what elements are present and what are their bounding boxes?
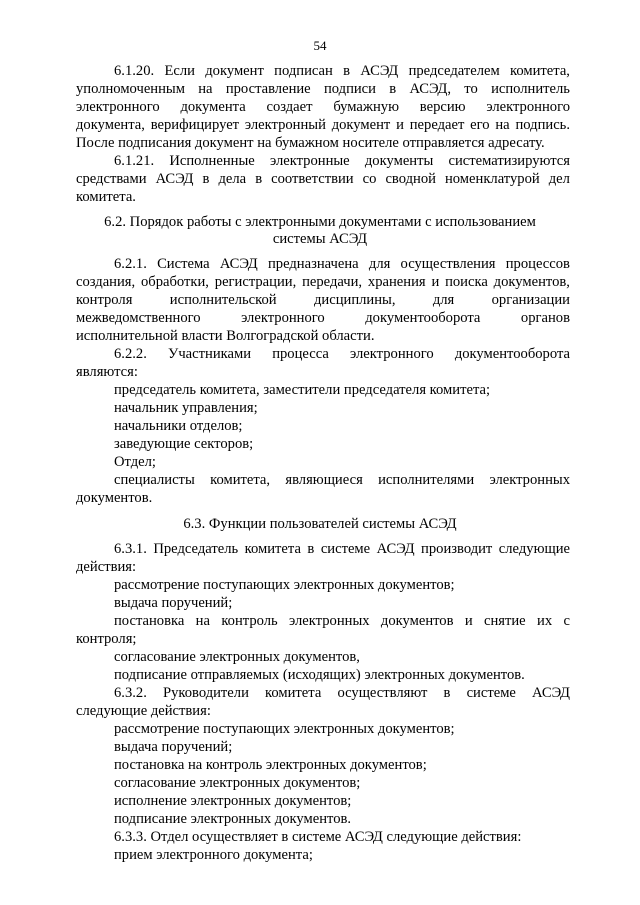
word: в	[343, 63, 351, 79]
word: Председатель	[153, 541, 239, 557]
word: передает	[409, 117, 465, 133]
word: со	[362, 171, 377, 187]
word: АСЭД,	[409, 81, 452, 97]
text-line: контроля;	[76, 631, 137, 647]
word: контроля	[76, 292, 133, 308]
word: процессов	[505, 256, 570, 272]
word: в	[202, 171, 210, 187]
text-line	[76, 116, 570, 135]
word: на	[195, 613, 210, 629]
text-line	[114, 684, 570, 703]
text-line	[114, 152, 570, 171]
word: документа,	[76, 117, 145, 133]
text-line: Отдел;	[114, 454, 156, 470]
word: Система	[157, 256, 210, 272]
word: следующие	[498, 541, 570, 557]
word: 6.1.20.	[114, 63, 155, 79]
word: в	[307, 541, 315, 557]
text-line: исполнительной власти Волгоградской области.	[76, 328, 375, 344]
word: 6.2.2.	[114, 346, 147, 362]
word: Руководители	[162, 685, 249, 701]
word: системе	[466, 685, 516, 701]
word: версию	[419, 99, 466, 115]
word: документ	[331, 117, 391, 133]
word: создания,	[76, 274, 136, 290]
text-line: начальник управления;	[114, 400, 258, 416]
word: исполнителями	[378, 472, 475, 488]
word: в	[443, 685, 451, 701]
word: электронного	[486, 99, 570, 115]
word: подпись.	[515, 117, 570, 133]
word: контроль	[221, 613, 278, 629]
word: верифицирует	[150, 117, 240, 133]
text-line	[114, 255, 570, 274]
word: электронного	[76, 99, 160, 115]
word: являющиеся	[285, 472, 363, 488]
word: поиска	[445, 274, 488, 290]
text-line: действия:	[76, 559, 137, 575]
word: создает	[266, 99, 313, 115]
word: в	[389, 81, 397, 97]
word: документ	[205, 63, 264, 79]
text-line: подписание электронных документов.	[114, 811, 352, 827]
word: дел	[548, 171, 570, 187]
word: номенклатурой	[444, 171, 540, 187]
word: межведомственного	[76, 310, 201, 326]
text-line	[114, 471, 570, 490]
word: и	[464, 613, 473, 629]
word: органов	[520, 310, 570, 326]
word: 6.3.1.	[114, 541, 147, 557]
word: проставление	[225, 81, 311, 97]
text-line: являются:	[76, 364, 138, 380]
word: Если	[164, 63, 195, 79]
word: то	[464, 81, 478, 97]
word: регистрации,	[214, 274, 297, 290]
word: электронный	[244, 117, 326, 133]
text-line: комитета.	[76, 189, 136, 205]
word: осуществления	[400, 256, 496, 272]
word: для	[368, 256, 391, 272]
word: передачи,	[302, 274, 363, 290]
text-line: согласование электронных документов,	[114, 649, 360, 665]
text-line: исполнение электронных документов;	[114, 793, 352, 809]
word: АСЭД	[360, 63, 399, 79]
word: 6.3.2.	[114, 685, 147, 701]
word: на	[495, 117, 510, 133]
word: на	[198, 81, 213, 97]
text-line: председатель комитета, заместители председателя комитета;	[114, 382, 491, 398]
word: документооборота	[454, 346, 570, 362]
text-line: постановка на контроль электронных документов;	[114, 757, 427, 773]
word: электронных	[489, 472, 570, 488]
word: обработки,	[141, 274, 209, 290]
word: подписан	[274, 63, 333, 79]
word: председателем	[408, 63, 500, 79]
word: электронные	[269, 153, 350, 169]
word: предназначена	[267, 256, 359, 272]
word: и	[431, 274, 440, 290]
text-line	[114, 345, 570, 364]
word: Исполненные	[169, 153, 255, 169]
word: их	[537, 613, 553, 629]
word: его	[470, 117, 490, 133]
text-line	[76, 273, 570, 292]
text-line: 6.3. Функции пользователей системы АСЭД	[183, 516, 457, 532]
word: дисциплины,	[313, 292, 396, 308]
word: электронного	[350, 346, 434, 362]
text-line	[76, 98, 570, 117]
word: соответствии	[271, 171, 354, 187]
word: средствами	[76, 171, 147, 187]
word: документооборота	[365, 310, 481, 326]
word: снятие	[484, 613, 526, 629]
text-line	[114, 612, 570, 631]
word: документа	[180, 99, 246, 115]
page-number: 54	[313, 38, 327, 53]
word: комитета,	[510, 63, 570, 79]
word: исполнитель	[491, 81, 570, 97]
word: 6.1.21.	[114, 153, 155, 169]
text-line: После подписания документ на бумажном носителе отправляется адресату.	[76, 135, 545, 151]
text-line: выдача поручений;	[114, 595, 233, 611]
word: комитета	[265, 685, 322, 701]
text-line	[76, 309, 570, 328]
word: АСЭД	[532, 685, 570, 701]
word: для	[432, 292, 455, 308]
word: постановка	[114, 613, 185, 629]
word: 6.2.1.	[114, 256, 147, 272]
word: специалисты	[114, 472, 195, 488]
word: комитета,	[210, 472, 271, 488]
text-line: прием электронного документа;	[114, 847, 313, 863]
text-line	[76, 291, 570, 310]
text-line: заведующие секторов;	[114, 436, 254, 452]
text-line: рассмотрение поступающих электронных документов;	[114, 721, 455, 737]
word: хранения	[367, 274, 426, 290]
word: сводной	[385, 171, 436, 187]
word: систематизируются	[448, 153, 570, 169]
word: процесса	[272, 346, 329, 362]
text-line: начальники отделов;	[114, 418, 243, 434]
word: бумажную	[333, 99, 399, 115]
text-line: согласование электронных документов;	[114, 775, 361, 791]
word: подписи	[323, 81, 376, 97]
word: документы	[364, 153, 434, 169]
text-line	[76, 170, 570, 189]
text-line: 6.3.3. Отдел осуществляет в системе АСЭД следующие действия:	[114, 829, 522, 845]
word: Участниками	[168, 346, 252, 362]
word: системе	[320, 541, 371, 557]
word: электронного	[241, 310, 325, 326]
word: электронных	[289, 613, 370, 629]
word: исполнительской	[169, 292, 277, 308]
text-line: следующие действия:	[76, 703, 211, 719]
word: комитета	[244, 541, 301, 557]
word: АСЭД	[219, 256, 258, 272]
text-line: рассмотрение поступающих электронных документов;	[114, 577, 455, 593]
text-line: 6.2. Порядок работы с электронными документами с использованием	[104, 214, 536, 230]
word: дела	[218, 171, 247, 187]
word: документов,	[493, 274, 570, 290]
text-line	[76, 80, 570, 99]
word: с	[563, 613, 570, 629]
word: АСЭД	[376, 541, 415, 557]
word: и	[396, 117, 404, 133]
text-line	[114, 62, 570, 81]
word: производит	[421, 541, 493, 557]
word: АСЭД	[155, 171, 194, 187]
text-line	[114, 540, 570, 559]
word: документов	[380, 613, 454, 629]
text-line: выдача поручений;	[114, 739, 233, 755]
text-line: документов.	[76, 490, 153, 506]
word: осуществляют	[337, 685, 428, 701]
word: в	[255, 171, 263, 187]
word: организации	[491, 292, 570, 308]
text-line: подписание отправляемых (исходящих) электронных документов.	[114, 667, 525, 683]
word: уполномоченным	[76, 81, 185, 97]
text-line: системы АСЭД	[272, 231, 368, 247]
